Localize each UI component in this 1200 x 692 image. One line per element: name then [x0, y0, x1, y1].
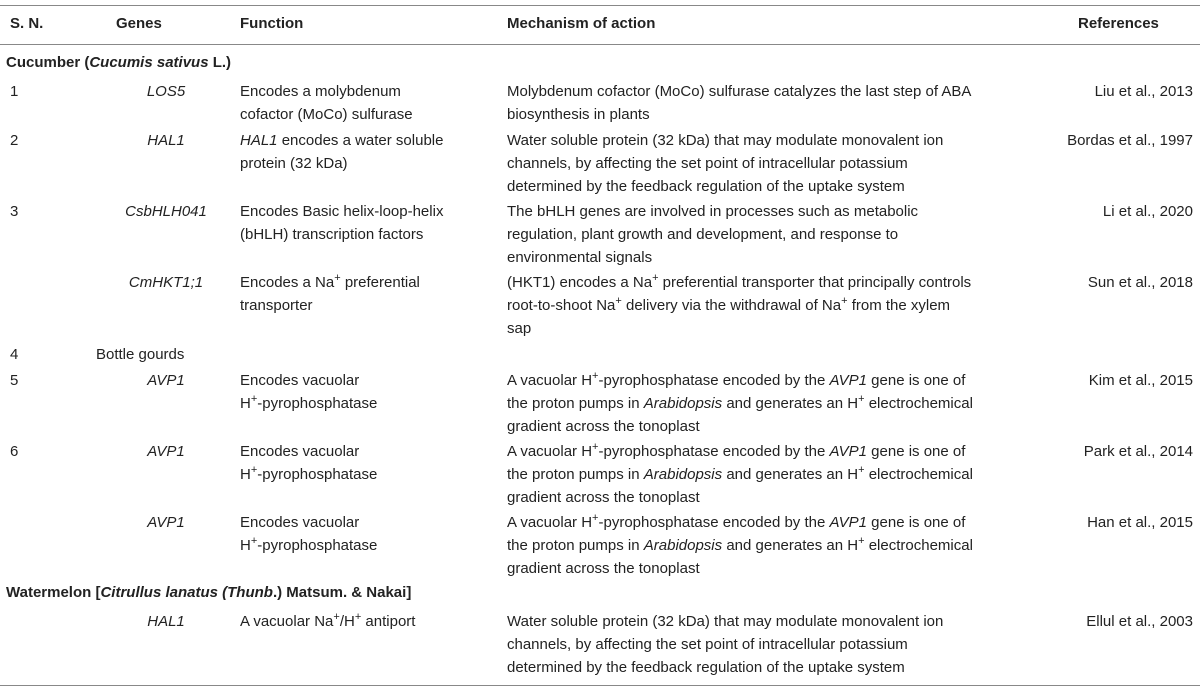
row-1-sn: 1 [10, 83, 19, 100]
row-6-function: Encodes vacuolar H+-pyrophosphatase [240, 443, 378, 483]
row-8-function: A vacuolar Na+/H+ antiport [240, 611, 416, 630]
row-2-mechanism: Water soluble protein (32 kDa) that may modulate monovalent ion channels, by affecting the set point of intracellular potassium determined by the feedback regulation of the uptake system [507, 132, 944, 195]
row-3-mechanism: The bHLH genes are involved in processes such as metabolic regulation, plant growth and development, and response to environmental signals [507, 203, 919, 266]
table-bottom-rule [0, 685, 1200, 686]
header-mechanism: Mechanism of action [507, 15, 656, 32]
row-6-gene: AVP1 [147, 443, 185, 460]
row-3-reference: Li et al., 2020 [1102, 203, 1193, 220]
header-genes: Genes [116, 15, 162, 32]
section-cucumber: Cucumber (Cucumis sativus L.) [6, 54, 232, 71]
section-watermelon: Watermelon [Citrullus lanatus (Thunb.) Matsum. & Nakai] [6, 584, 412, 601]
row-7-function: Encodes vacuolar H+-pyrophosphatase [240, 514, 378, 554]
header-function: Function [240, 15, 304, 32]
row-7-mechanism: A vacuolar H+-pyrophosphatase encoded by the AVP1 gene is one of the proton pumps in Arabidopsis and generates an H+ electrochemical gradient across the tonoplast [507, 512, 973, 577]
header-sn: S. N. [10, 15, 44, 32]
table-top-rule [0, 5, 1200, 6]
row-1-reference: Liu et al., 2013 [1094, 83, 1193, 100]
row-4-gene: Bottle gourds [96, 346, 185, 363]
row-5-gene: AVP1 [147, 372, 185, 389]
row-1-mechanism: Molybdenum cofactor (MoCo) sulfurase catalyzes the last step of ABA biosynthesis in plants [507, 83, 972, 123]
row-3b-reference: Sun et al., 2018 [1087, 274, 1193, 291]
row-3b-function: Encodes a Na+ preferential transporter [240, 272, 420, 314]
row-5-reference: Kim et al., 2015 [1088, 372, 1193, 389]
row-6-sn: 6 [10, 443, 19, 460]
row-7-reference: Han et al., 2015 [1087, 514, 1193, 531]
row-5-mechanism: A vacuolar H+-pyrophosphatase encoded by the AVP1 gene is one of the proton pumps in Arabidopsis and generates an H+ electrochemical gradient across the tonoplast [507, 370, 973, 435]
row-6-reference: Park et al., 2014 [1083, 443, 1193, 460]
row-2-reference: Bordas et al., 1997 [1067, 132, 1193, 149]
row-5-function: Encodes vacuolar H+-pyrophosphatase [240, 372, 378, 412]
row-4-sn: 4 [10, 346, 19, 363]
row-3-sn: 3 [10, 203, 19, 220]
header-rule [0, 44, 1200, 45]
row-5-sn: 5 [10, 372, 19, 389]
row-6-mechanism: A vacuolar H+-pyrophosphatase encoded by the AVP1 gene is one of the proton pumps in Arabidopsis and generates an H+ electrochemical gradient across the tonoplast [507, 441, 973, 506]
row-2-gene: HAL1 [147, 132, 185, 149]
row-3-gene: CsbHLH041 [125, 203, 207, 220]
row-3-function: Encodes Basic helix-loop-helix (bHLH) transcription factors [240, 203, 444, 243]
header-references: References [1078, 15, 1159, 32]
row-8-gene: HAL1 [147, 613, 185, 630]
row-2-function: HAL1 encodes a water soluble protein (32 kDa) [240, 132, 444, 172]
row-8-mechanism: Water soluble protein (32 kDa) that may modulate monovalent ion channels, by affecting the set point of intracellular potassium determined by the feedback regulation of the uptake system [507, 613, 944, 676]
row-3b-mechanism: (HKT1) encodes a Na+ preferential transporter that principally controls root-to-shoot Na+ delivery via the withdrawal of Na+ from the xylem sap [507, 272, 972, 337]
row-1-gene: LOS5 [146, 83, 186, 100]
row-1-function: Encodes a molybdenum cofactor (MoCo) sulfurase [240, 83, 413, 123]
row-3b-gene: CmHKT1;1 [128, 274, 204, 291]
row-8-reference: Ellul et al., 2003 [1086, 613, 1193, 630]
row-2-sn: 2 [10, 132, 19, 149]
row-7-gene: AVP1 [147, 514, 185, 531]
